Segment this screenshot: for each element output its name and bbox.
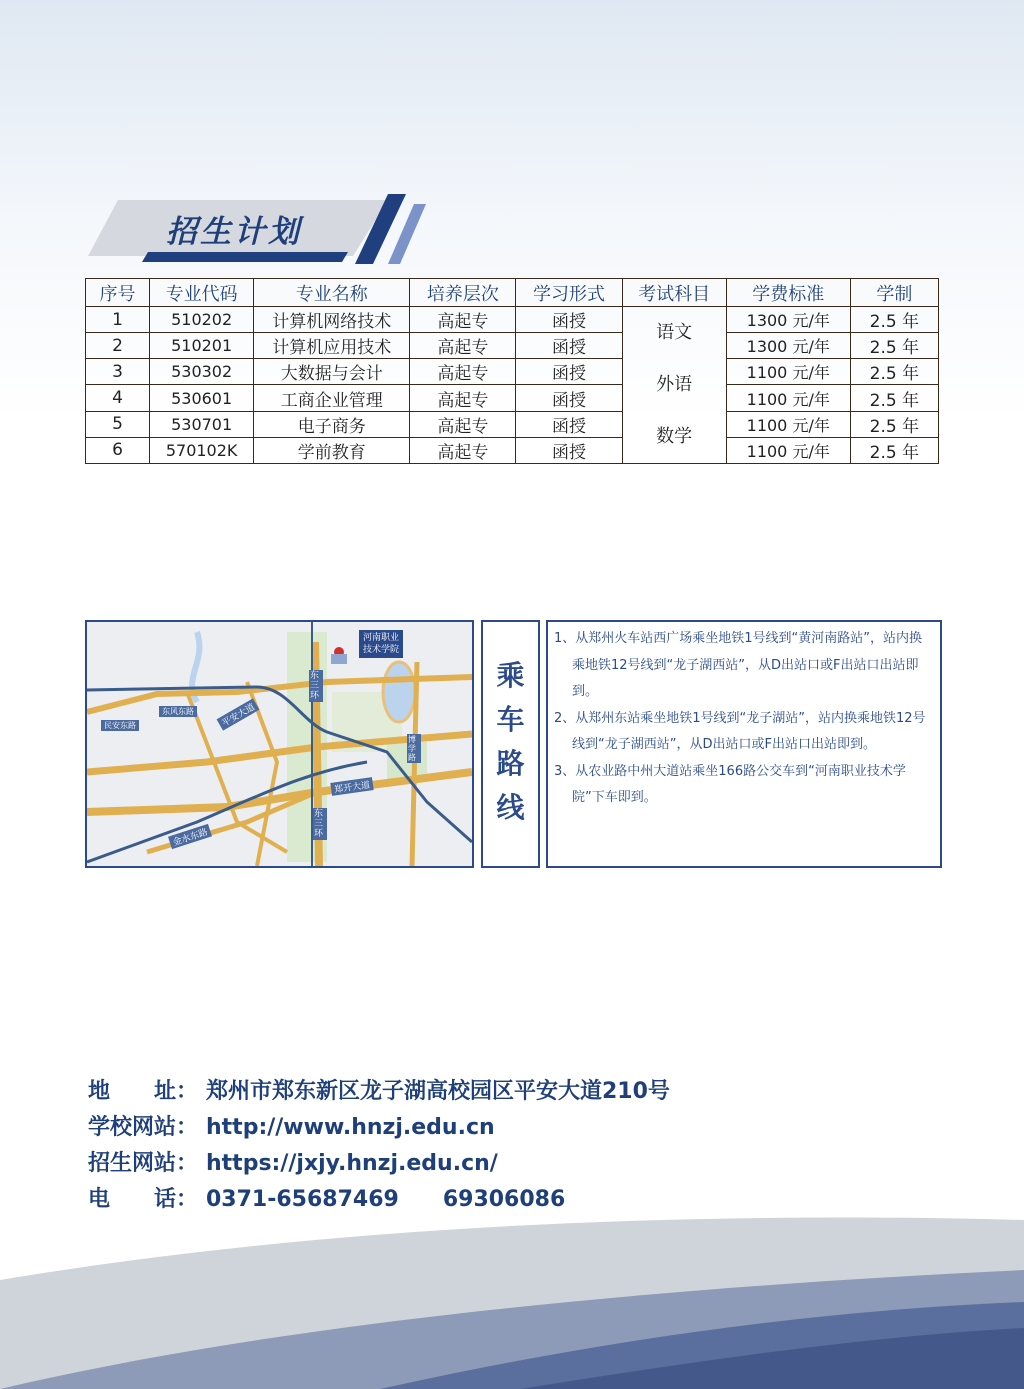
cell-mode: 函授	[516, 437, 622, 463]
cell-fee: 1100 元/年	[726, 411, 850, 437]
enroll-website-row	[88, 1146, 670, 1182]
header-years: 学制	[850, 279, 938, 307]
cell-mode: 函授	[516, 385, 622, 411]
cell-name: 计算机应用技术	[254, 333, 410, 359]
cell-level: 高起专	[410, 333, 516, 359]
cell-no: 3	[86, 359, 150, 385]
cell-mode: 函授	[516, 359, 622, 385]
enroll-website-label: 招生网站：	[88, 1151, 199, 1176]
cell-name: 计算机网络技术	[254, 307, 410, 333]
cell-mode: 函授	[516, 411, 622, 437]
cell-fee: 1100 元/年	[726, 359, 850, 385]
table-row	[86, 307, 939, 333]
cell-code: 510202	[150, 307, 254, 333]
cell-code: 530701	[150, 411, 254, 437]
cell-no: 6	[86, 437, 150, 463]
road-label: 东三环	[313, 808, 327, 840]
route-directions	[546, 620, 942, 868]
cell-name: 工商企业管理	[254, 385, 410, 411]
cell-code: 570102K	[150, 437, 254, 463]
road-label: 平安大道	[217, 698, 260, 730]
phone-value: 0371-65687469 69306086	[206, 1187, 566, 1212]
cell-years: 2.5 年	[850, 333, 938, 359]
phone-label: 电 话：	[88, 1187, 199, 1212]
road-label: 金水东路	[168, 824, 212, 849]
cell-years: 2.5 年	[850, 307, 938, 333]
cell-fee: 1100 元/年	[726, 437, 850, 463]
table-row	[86, 411, 939, 437]
road-label: 东三环	[309, 670, 323, 702]
cell-no: 2	[86, 333, 150, 359]
road-label: 郑开大道	[330, 777, 373, 796]
table-row	[86, 437, 939, 463]
contact-info	[88, 1074, 670, 1218]
cell-fee: 1300 元/年	[726, 307, 850, 333]
cell-years: 2.5 年	[850, 359, 938, 385]
cell-level: 高起专	[410, 411, 516, 437]
enroll-website-link[interactable]: https://jxjy.hnzj.edu.cn/	[206, 1151, 498, 1176]
address-row	[88, 1074, 670, 1110]
road-label: 民安东路	[101, 720, 139, 731]
cell-level: 高起专	[410, 437, 516, 463]
road-label: 博学路	[407, 734, 421, 763]
cell-no: 5	[86, 411, 150, 437]
route-title-char: 线	[496, 791, 525, 824]
subject-math: 数学	[656, 426, 693, 447]
cell-fee: 1100 元/年	[726, 385, 850, 411]
cell-code: 510201	[150, 333, 254, 359]
header-fee: 学费标准	[726, 279, 850, 307]
cell-subjects	[622, 307, 726, 464]
cell-code: 530601	[150, 385, 254, 411]
school-marker-label	[359, 630, 403, 658]
table-row	[86, 359, 939, 385]
cell-mode: 函授	[516, 333, 622, 359]
cell-mode: 函授	[516, 307, 622, 333]
route-item: 1、从郑州火车站西广场乘坐地铁1号线到“黄河南路站”，站内换乘地铁12号线到“龙子湖西站”，从D出站口或F出站口出站即到。	[554, 631, 923, 699]
cell-years: 2.5 年	[850, 385, 938, 411]
website-link[interactable]: http://www.hnzj.edu.cn	[206, 1115, 495, 1140]
route-item: 3、从农业路中州大道站乘坐166路公交车到“河南职业技术学院”下车即到。	[554, 763, 906, 805]
header-subjects: 考试科目	[622, 279, 726, 307]
table-row	[86, 385, 939, 411]
section-title: 招生计划	[166, 214, 302, 250]
header-name: 专业名称	[254, 279, 410, 307]
cell-years: 2.5 年	[850, 437, 938, 463]
address-value: 郑州市郑东新区龙子湖高校园区平安大道210号	[206, 1079, 670, 1104]
header-no: 序号	[86, 279, 150, 307]
cell-level: 高起专	[410, 307, 516, 333]
header-code: 专业代码	[150, 279, 254, 307]
enrollment-plan-table	[85, 278, 939, 464]
route-title-char: 乘	[496, 659, 525, 692]
header-level: 培养层次	[410, 279, 516, 307]
cell-level: 高起专	[410, 385, 516, 411]
cell-code: 530302	[150, 359, 254, 385]
footer-wave-decoration	[0, 1210, 1024, 1389]
table-header-row	[86, 279, 939, 307]
website-label: 学校网站：	[88, 1115, 199, 1140]
location-map	[85, 620, 474, 868]
subject-foreign-language: 外语	[656, 374, 693, 395]
header-mode: 学习形式	[516, 279, 622, 307]
subject-chinese: 语文	[656, 322, 693, 343]
cell-years: 2.5 年	[850, 411, 938, 437]
table-row	[86, 333, 939, 359]
cell-level: 高起专	[410, 359, 516, 385]
address-label: 地 址：	[88, 1079, 199, 1104]
route-title-char: 路	[496, 747, 525, 780]
cell-no: 4	[86, 385, 150, 411]
cell-name: 电子商务	[254, 411, 410, 437]
cell-name: 大数据与会计	[254, 359, 410, 385]
cell-fee: 1300 元/年	[726, 333, 850, 359]
cell-no: 1	[86, 307, 150, 333]
route-title-char: 车	[496, 703, 525, 736]
website-row	[88, 1110, 670, 1146]
school-label-line2: 技术学院	[363, 645, 400, 655]
school-label-line1: 河南职业	[363, 633, 400, 643]
route-title-box	[481, 620, 540, 868]
road-label: 东风东路	[159, 706, 197, 717]
cell-name: 学前教育	[254, 437, 410, 463]
route-item: 2、从郑州东站乘坐地铁1号线到“龙子湖站”，站内换乘地铁12号线到“龙子湖西站”，从D出站口或F出站口出站即到。	[554, 710, 926, 752]
